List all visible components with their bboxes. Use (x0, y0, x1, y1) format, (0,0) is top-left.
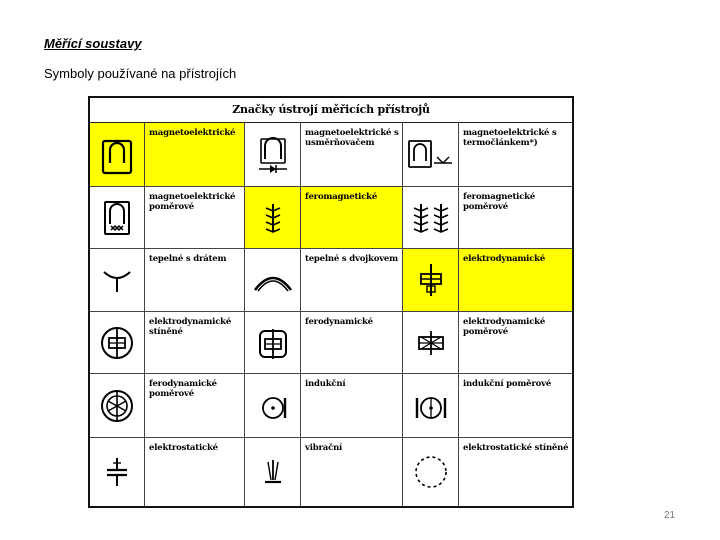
symbol-label: indukční (301, 374, 403, 438)
symbols-table (88, 96, 574, 508)
symbol-cell (90, 249, 145, 312)
symbol-label: ferodynamické poměrové (145, 374, 245, 438)
symbol-cell (403, 123, 459, 187)
symbol-label: elektrostatické (145, 438, 245, 506)
symbol-label: indukční poměrové (459, 374, 572, 438)
ratio-ferromagnetic-icon (408, 198, 454, 238)
symbol-cell (90, 123, 145, 187)
symbol-label: elektrodynamické stíněné (145, 312, 245, 374)
shielded-electrodynamic-icon (99, 323, 135, 363)
symbol-label: magnetoelektrické (145, 123, 245, 187)
symbol-cell (90, 187, 145, 249)
ferromagnetic-icon (258, 198, 288, 238)
symbol-cell (245, 123, 301, 187)
symbol-cell (245, 187, 301, 249)
vibration-icon (257, 452, 289, 492)
symbol-label: magnetoelektrické s termočlánkem*) (459, 123, 572, 187)
thermocouple-icon (406, 133, 456, 177)
symbol-cell (90, 312, 145, 374)
electrodynamic-icon (414, 260, 448, 300)
symbol-cell (403, 312, 459, 374)
symbol-cell (403, 249, 459, 312)
slide-title: Měřící soustavy (44, 36, 142, 51)
symbol-cell (403, 187, 459, 249)
symbol-label: tepelné s drátem (145, 249, 245, 312)
ferrodynamic-icon (255, 323, 291, 363)
ratio-electrodynamic-icon (412, 323, 450, 363)
symbol-cell (403, 374, 459, 438)
hot-wire-icon (100, 260, 134, 300)
electrostatic-icon (101, 452, 133, 492)
symbol-cell (90, 438, 145, 506)
shielded-electrostatic-icon (411, 452, 451, 492)
page-number: 21 (664, 510, 676, 521)
symbols-grid (90, 122, 572, 506)
induction-icon (255, 386, 291, 426)
symbol-label: tepelné s dvojkovem (301, 249, 403, 312)
symbol-label: elektrodynamické poměrové (459, 312, 572, 374)
ratio-induction-icon (411, 386, 451, 426)
ratio-ferrodynamic-icon (99, 386, 135, 426)
symbol-cell (245, 312, 301, 374)
symbol-label: magnetoelektrické s usměrňovačem (301, 123, 403, 187)
symbol-label: elektrodynamické (459, 249, 572, 312)
bimetal-icon (250, 260, 296, 300)
table-caption: Značky ústrojí měřicích přístrojů (232, 103, 430, 116)
symbol-cell (245, 249, 301, 312)
symbol-cell (245, 374, 301, 438)
slide-subtitle: Symboly používané na přístrojích (44, 66, 237, 81)
symbol-cell (245, 438, 301, 506)
magnetoelectric-icon (100, 133, 134, 177)
symbol-label: feromagnetické poměrové (459, 187, 572, 249)
symbol-label: ferodynamické (301, 312, 403, 374)
symbol-label: elektrostatické stíněné (463, 443, 569, 453)
symbol-cell (403, 438, 459, 506)
rectifier-icon (253, 133, 293, 177)
symbol-label: vibrační (301, 438, 403, 506)
symbol-label: magnetoelektrické poměrové (145, 187, 245, 249)
ratio-magnetoelectric-icon (102, 196, 132, 240)
symbol-cell (90, 374, 145, 438)
symbol-label: feromagnetické (301, 187, 403, 249)
